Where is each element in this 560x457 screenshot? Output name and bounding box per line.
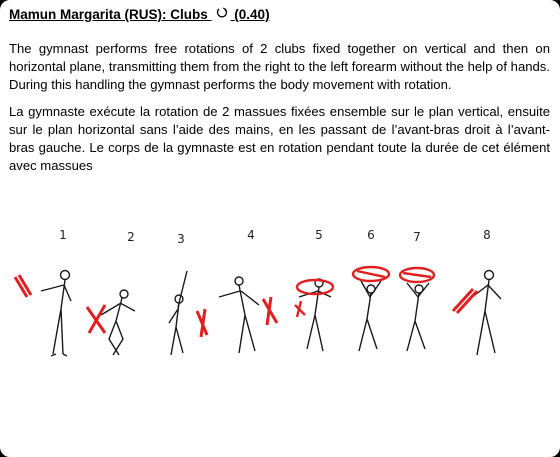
gymnast-frame-4 [219,277,259,353]
gymnast-frame-6 [359,281,381,351]
title-text: Mamun Margarita (RUS): Clubs [9,7,208,22]
clubs-frame-5 [295,280,333,317]
description-french: La gymnaste exécute la rotation de 2 massues fixées ensemble sur le plan vertical, ensuite sur le plan horizontal sans l’aide des mains, en les passant de l’avant-bras droit à l’avant-bras gauche. Le corps de la gymnaste est en rotation pendant toute la durée de cet élément avec massues [9,104,550,173]
frame-number-2: 2 [127,230,135,244]
clubs-frame-2 [87,305,105,333]
element-title [9,7,270,23]
clubs-frame-3 [197,309,207,337]
frame-number-8: 8 [483,228,491,242]
gymnast-frame-1 [41,271,71,357]
element-sequence-figure [1,219,559,384]
frame-number-6: 6 [367,228,375,242]
frame-number-5: 5 [315,228,323,242]
clubs-frame-4 [263,297,277,325]
difficulty-value: (0.40) [234,7,270,22]
frame-number-3: 3 [177,232,185,246]
description-english: The gymnast performs free rotations of 2 clubs fixed together on vertical and then on horizontal plane, transmitting them from the right to the left forearm without the help of hands. During this handling the gymnast performs the body movement with rotation. [9,41,550,92]
clubs-frame-7 [400,268,434,282]
frame-number-7: 7 [413,230,421,244]
gymnast-frame-7 [407,283,429,351]
frame-number-1: 1 [59,228,67,242]
frame-number-4: 4 [247,228,255,242]
gymnast-frame-2 [101,290,135,355]
gymnast-frame-8 [467,271,501,356]
gymnast-frame-3 [169,271,187,355]
clubs-frame-1 [15,275,31,297]
clubs-frame-6 [353,267,389,281]
clubs-frame-8 [453,289,477,313]
clubs-rotation-icon [216,7,228,23]
